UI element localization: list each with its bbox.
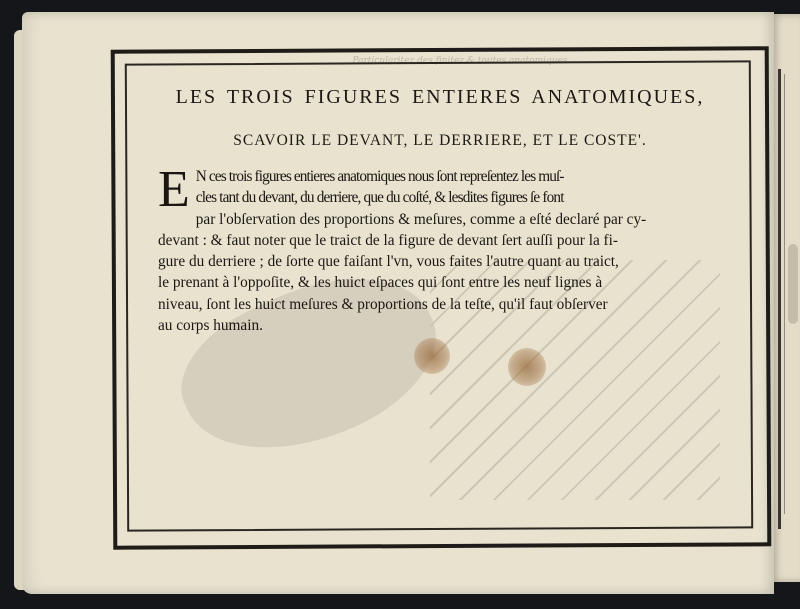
- text-line: niveau, ſont les huict meſures & proportions de la teſte, qu'il faut obſerver: [158, 295, 608, 313]
- text-line: par l'obſervation des proportions & meſures, comme a eſté declaré par cy-: [195, 210, 647, 228]
- text-line: le prenant à l'oppoſite, & les huict eſpaces qui ſont entre les neuf lignes à: [158, 274, 603, 292]
- drop-cap: E: [158, 161, 190, 218]
- page-subtitle: SCAVOIR LE DEVANT, LE DERRIERE, ET LE COSTE'.: [233, 132, 647, 149]
- text-line: au corps humain.: [158, 317, 263, 335]
- foxing-stain: [508, 348, 546, 386]
- text-line: N ces trois figures entieres anatomiques nous ſont repreſentez les muſ-: [195, 168, 564, 185]
- page-title: LES TROIS FIGURES ENTIERES ANATOMIQUES,: [175, 86, 705, 108]
- text-line: cles tant du devant, du derriere, que du coſté, & lesdites figures ſe font: [195, 189, 564, 207]
- text-line: devant : & faut noter que le traict de la figure de devant ſert auſſi pour la fi-: [158, 231, 618, 249]
- running-head: Particularitez des finitez & toutes anatomiques: [352, 56, 568, 66]
- foxing-stain: [414, 338, 450, 374]
- facing-page: [770, 14, 800, 582]
- text-line: gure du derriere ; de ſorte que faiſant l'vn, vous faites l'autre quant au traict,: [158, 253, 619, 271]
- body-paragraph: [158, 161, 740, 336]
- facing-page-border: [778, 69, 781, 529]
- facing-page-figure: [788, 244, 798, 324]
